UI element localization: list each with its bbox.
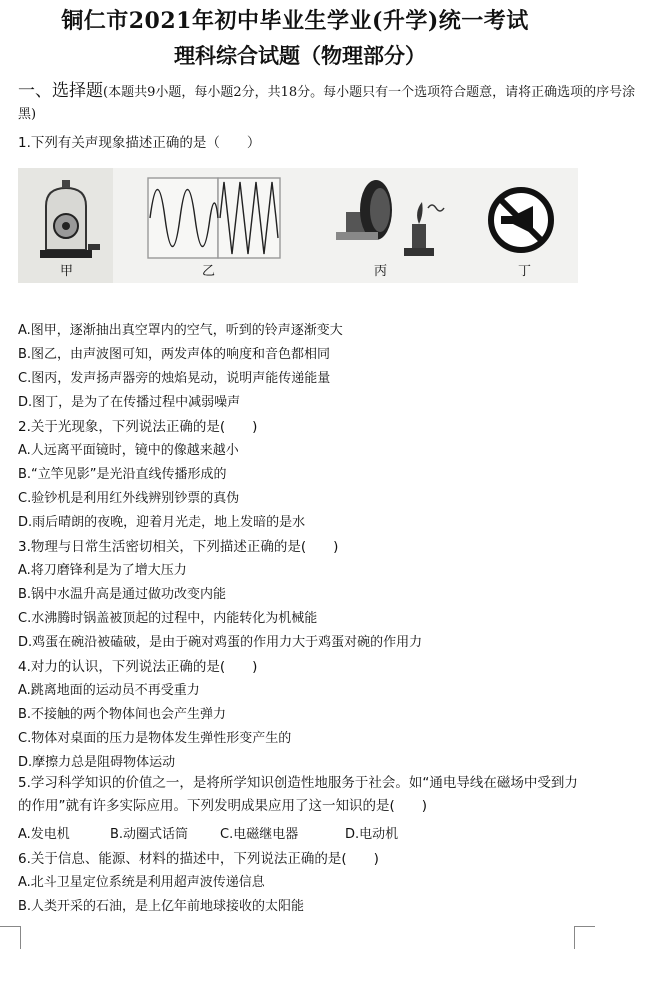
figure-label-jia: 甲 <box>60 264 74 279</box>
exam-title: 铜仁市2021年初中毕业生学业(升学)统一考试 <box>61 8 529 34</box>
q3-option-a: A.将刀磨锋利是为了增大压力 <box>18 563 187 578</box>
q2-option-d: D.雨后晴朗的夜晚，迎着月光走，地上发暗的是水 <box>18 515 306 530</box>
page-corner-mark-left <box>0 926 21 949</box>
question-4-stem: 4.对力的认识，下列说法正确的是( ) <box>18 659 258 675</box>
q1-option-b: B.图乙，由声波图可知，两发声体的响度和音色都相同 <box>18 347 331 362</box>
q3-option-c: C.水沸腾时锅盖被顶起的过程中，内能转化为机械能 <box>18 611 318 626</box>
q3-option-b: B.锅中水温升高是通过做功改变内能 <box>18 587 227 602</box>
figure-illustrations <box>18 168 578 283</box>
figure-label-yi: 乙 <box>202 264 216 279</box>
figure-label-bing: 丙 <box>374 264 388 279</box>
question-3-stem: 3.物理与日常生活密切相关，下列描述正确的是( ) <box>18 539 339 555</box>
q4-option-a: A.跳离地面的运动员不再受重力 <box>18 683 200 698</box>
q1-option-d: D.图丁，是为了在传播过程中减弱噪声 <box>18 395 241 410</box>
question-5-stem: 5.学习科学知识的价值之一，是将所学知识创造性地服务于社会。如“通电导线在磁场中受到力的作用”就有许多实际应用。下列发明成果应用了这一知识的是( ) <box>18 775 578 814</box>
section-note: (本题共9小题，每小题2分，共18分。每小题只有一个选项符合题意，请将正确选项的序号涂黑) <box>18 85 636 122</box>
q2-option-a: A.人远离平面镜时，镜中的像越来越小 <box>18 443 239 458</box>
q5-option-a: A.发电机 <box>18 827 70 842</box>
q1-option-a: A.图甲，逐渐抽出真空罩内的空气，听到的铃声逐渐变大 <box>18 323 343 338</box>
question-1-stem: 1.下列有关声现象描述正确的是（ ） <box>18 135 261 151</box>
q3-option-d: D.鸡蛋在碗沿被磕破，是由于碗对鸡蛋的作用力大于鸡蛋对碗的作用力 <box>18 635 423 650</box>
figure-label-ding: 丁 <box>518 264 532 279</box>
question-2-stem: 2.关于光现象，下列说法正确的是( ) <box>18 419 258 435</box>
q4-option-c: C.物体对桌面的压力是物体发生弹性形变产生的 <box>18 731 292 746</box>
q1-option-c: C.图丙，发声扬声器旁的烛焰晃动，说明声能传递能量 <box>18 371 331 386</box>
q4-option-d: D.摩擦力总是阻碍物体运动 <box>18 755 176 770</box>
no-horn-sign-icon <box>491 190 551 250</box>
q2-option-c: C.验钞机是利用红外线辨别钞票的真伪 <box>18 491 240 506</box>
q6-option-b: B.人类开采的石油，是上亿年前地球接收的太阳能 <box>18 899 305 914</box>
section-heading <box>18 80 638 126</box>
q6-option-a: A.北斗卫星定位系统是利用超声波传递信息 <box>18 875 265 890</box>
speaker-candle-icon <box>336 180 444 256</box>
q5-option-c: C.电磁继电器 <box>220 827 299 842</box>
page-corner-mark-right <box>574 926 595 949</box>
question-6-stem: 6.关于信息、能源、材料的描述中，下列说法正确的是( ) <box>18 851 379 867</box>
question-1-figure <box>18 168 578 283</box>
q5-option-d: D.电动机 <box>345 827 399 842</box>
q4-option-b: B.不接触的两个物体间也会产生弹力 <box>18 707 227 722</box>
q2-option-b: B.“立竿见影”是光沿直线传播形成的 <box>18 467 227 482</box>
sound-wave-icon <box>148 178 280 258</box>
q5-option-b: B.动圈式话筒 <box>110 827 189 842</box>
exam-subtitle: 理科综合试题（物理部分） <box>174 43 426 68</box>
section-title: 一、选择题 <box>18 81 103 101</box>
